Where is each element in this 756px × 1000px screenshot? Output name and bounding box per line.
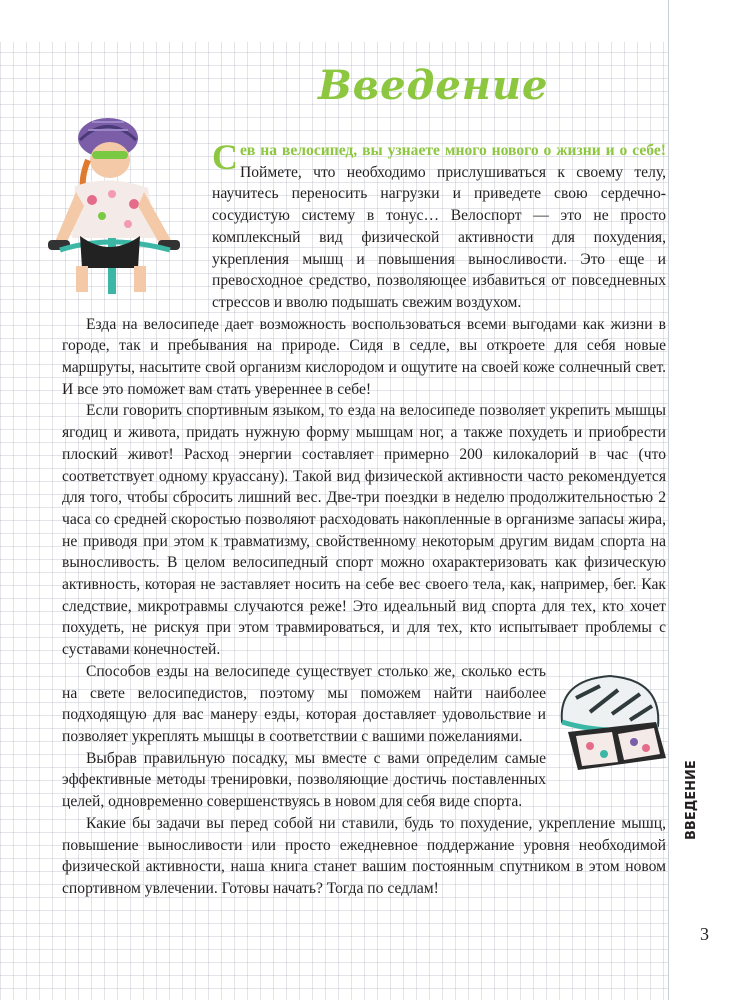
side-strip [668, 0, 756, 1000]
helmet-float-space [546, 669, 666, 789]
top-margin [0, 0, 756, 42]
paragraph-6: Какие бы задачи вы перед собой ни ставили, будь то похудение, укрепление мышц, повышение выносливости или просто ежедневное поддержание уровня необходимой физической активности, наша книга станет вашим постоянным спутником в этом новом спортивном увлечении. Готовы начать? Тогда по седлам! [62, 814, 666, 897]
paragraph-5: Выбрав правильную посадку, мы вместе с вами определим самые эффективные методы тренировки, позволяющие достичь поставленных целей, одновременно совершенствуясь в новом для себя виде спорта. [62, 749, 546, 811]
paragraph-4: Способов езды на велосипеде существует столько же, сколько есть на свете велосипедистов, поэтому мы поможем найти наиболее подходящую для вас манеру езды, которая доставляет удовольствие и позволяет укреплять мышцы в соответствии с вашими пожеланиями. [62, 662, 546, 745]
paragraph-text: Поймете, что необходимо прислушиваться к своему телу, научитесь переносить нагрузки и приведете свою сердечно-сосудистую систему в тонус… Велоспорт — это не просто комплексный вид физической активности для похудения, укрепления мышц и повышения выносливости. Это еще и превосходное средство, позволяющее избавиться от повседневных стрессов и вволю подышать свежим воздухом. [212, 163, 666, 311]
page-title: Введение [318, 62, 549, 109]
paragraph-2: Езда на велосипеде дает возможность воспользоваться всеми выгодами как жизни в городе, так и пребывания на природе. Сидя в седле, вы откроете для себя новые маршруты, насытите свой организм кислородом и ощутите на своей коже солнечный свет. И все это поможет вам стать увереннее в себе! [62, 315, 666, 398]
section-label: ВВЕДЕНИЕ [684, 760, 699, 840]
page-number: 3 [700, 924, 709, 944]
lead-text: ев на велосипед, вы узнаете много нового о жизни и о себе! [240, 142, 666, 159]
article-body [62, 137, 666, 900]
drop-cap: С [212, 137, 238, 177]
paragraph-3: Если говорить спортивным языком, то езда на велосипеде позволяет укрепить мышцы ягодиц и живота, придать нужную форму мышцам ног, а также похудеть и приобрести плоский живот! Расход энергии составляет примерно 200 килокалорий в час (что соответствует одному круассану). Такой вид физической активности часто рекомендуется для того, чтобы сбросить лишний вес. Две-три поездки в неделю продолжительностью 2 часа со средней скоростью позволяют расходовать накопленные в организме запасы жира, не приводя при этом к травматизму, свойственному некоторым другим видам спорта на выносливость. В целом велосипедный спорт можно охарактеризовать как физическую активность, которая не заставляет носить на себе вес своего тела, как, например, бег. Как следствие, микротравмы случаются реже! Это идеальный вид спорта для тех, кто хочет похудеть, не рискуя при этом травмироваться, и для тех, кто испытывает проблемы с суставами конечностей. [62, 402, 666, 659]
cyclist-float-space [62, 140, 212, 310]
